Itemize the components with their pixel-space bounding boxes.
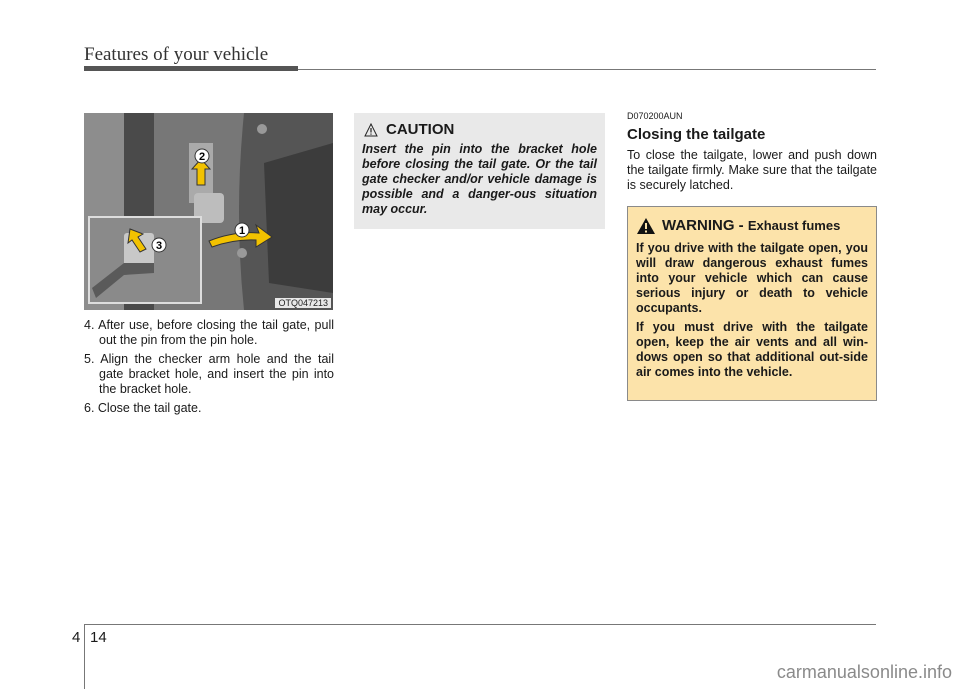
watermark: carmanualsonline.info — [776, 662, 952, 682]
callout-2: 2 — [198, 151, 206, 163]
section-body: To close the tailgate, lower and push down the tailgate firmly. Make sure that the tailgate is securely latched. — [627, 148, 877, 192]
step-item: 5. Align the checker arm hole and the tail gate bracket hole, and insert the pin into the bracket hole. — [84, 352, 334, 396]
callout-1: 1 — [238, 225, 246, 237]
caution-text: Insert the pin into the bracket hole before closing the tail gate. Or the tail gate checker and/or vehicle damage is possible and a danger-ous situation may occur. — [362, 142, 597, 216]
warning-box — [627, 206, 877, 401]
warning-paragraph: If you must drive with the tailgate open, keep the air vents and all win-dows open so that additional out-side air comes into the vehicle. — [636, 320, 868, 379]
warning-paragraph: If you drive with the tailgate open, you will draw dangerous exhaust fumes into your vehicle which can cause serious injury or death to vehicle occupants. — [636, 241, 868, 315]
caution-title: CAUTION — [386, 121, 455, 138]
caution-warning-icon — [364, 123, 378, 137]
page-number: 14 — [90, 629, 107, 646]
tailgate-checker-illustration — [84, 113, 333, 310]
header-rule — [298, 69, 876, 70]
callout-3: 3 — [155, 240, 163, 252]
header-bar — [84, 66, 298, 71]
section-title: Closing the tailgate — [627, 126, 766, 143]
procedure-steps — [84, 318, 334, 420]
warning-title: WARNING - — [662, 217, 748, 234]
step-item: 4. After use, before closing the tail gate, pull out the pin from the pin hole. — [84, 318, 334, 347]
header-title: Features of your vehicle — [84, 44, 269, 65]
chapter-number: 4 — [72, 629, 81, 646]
warning-triangle-icon — [636, 217, 656, 235]
footer-rule — [84, 624, 876, 625]
warning-text — [636, 241, 868, 380]
caution-box — [354, 113, 605, 229]
section-code: D070200AUN — [627, 111, 683, 121]
warning-subtitle: Exhaust fumes — [747, 218, 841, 233]
step-item: 6. Close the tail gate. — [84, 401, 202, 415]
footer-divider — [84, 624, 85, 689]
illustration-drawing — [84, 113, 333, 310]
figure-code: OTQ047213 — [275, 298, 331, 308]
